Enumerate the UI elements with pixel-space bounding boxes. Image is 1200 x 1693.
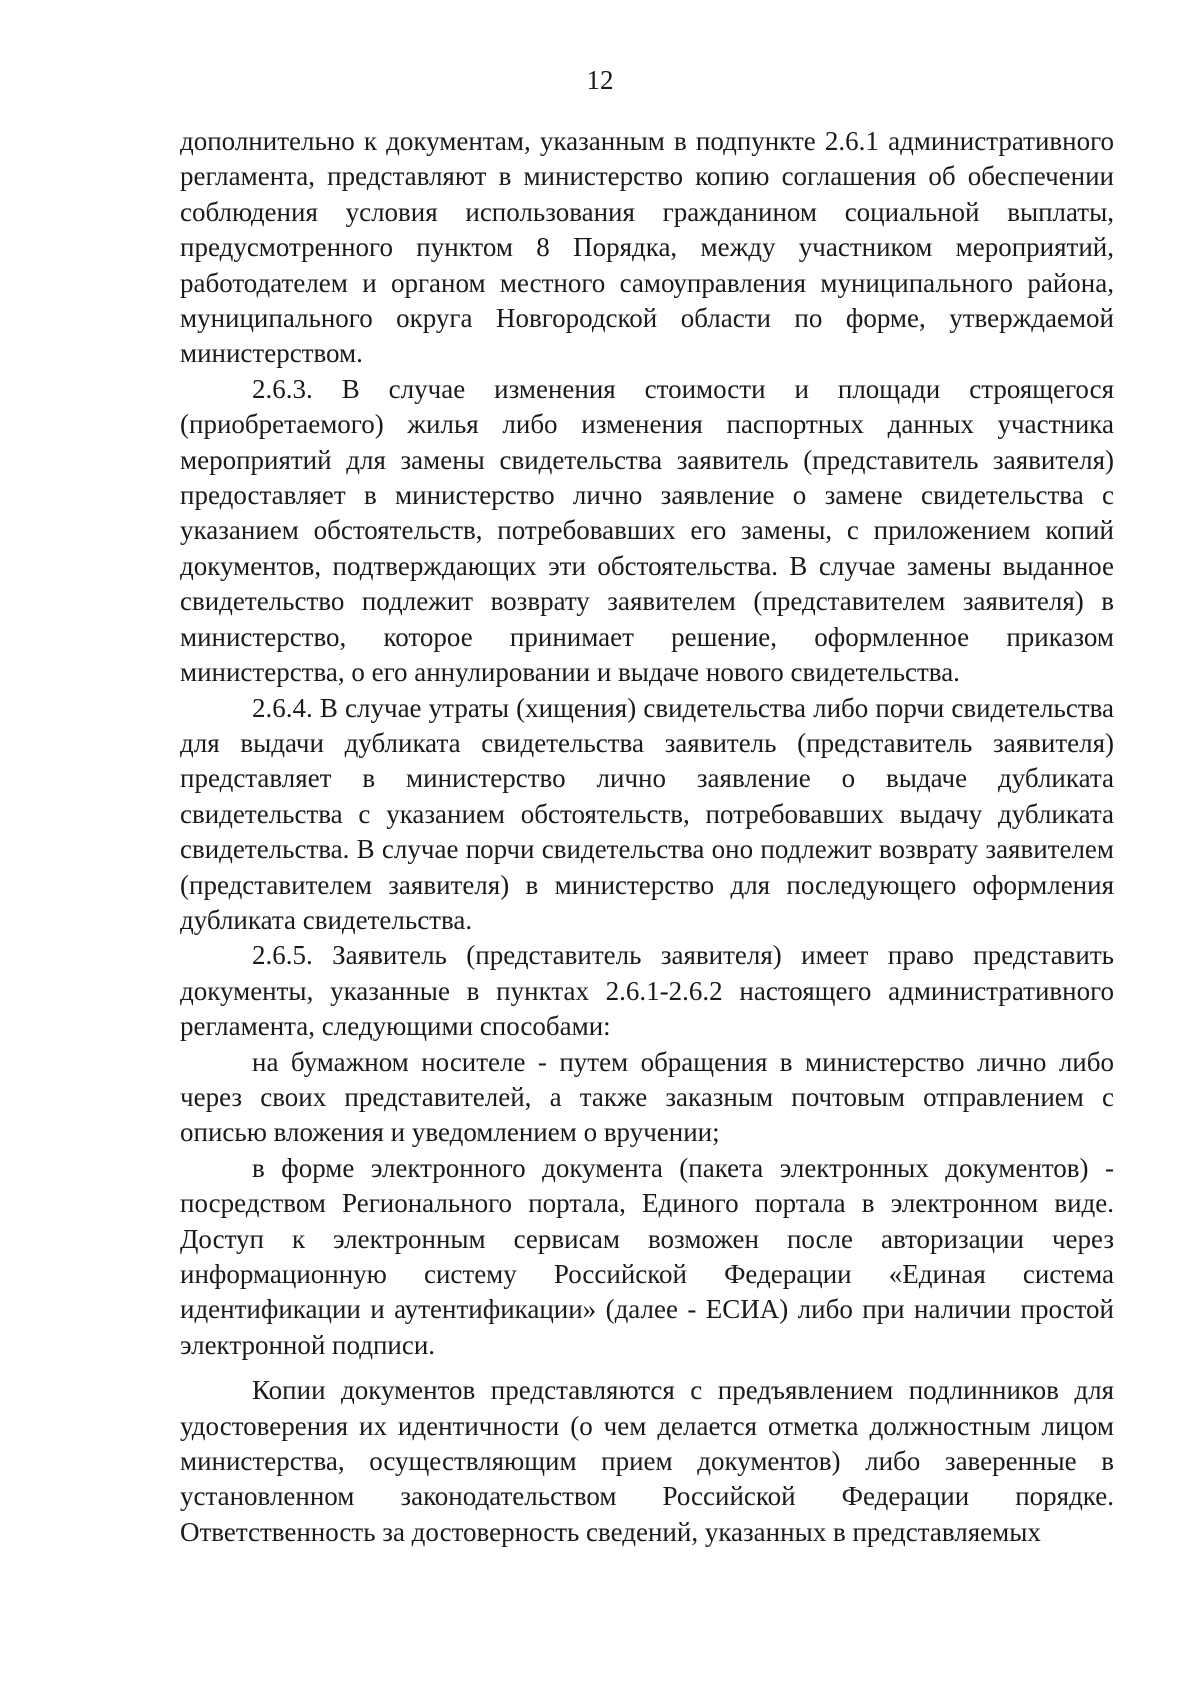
paragraph-electronic-submission: в форме электронного документа (пакета электронных документов) - посредством Регионального портала, Единого портала в электронном виде. Доступ к электронным сервисам возможен после авторизации через информационную систему Российской Федерации «Единая система идентификации и аутентификации» (далее - ЕСИА) либо при наличии простой электронной подписи. bbox=[180, 1152, 1114, 1360]
paragraph-document-copies: Копии документов представляются с предъявлением подлинников для удостоверения их идентичности (о чем делается отметка должностным лицом министерства, осуществляющим прием документов) либо заверенные в установленном законодательством Российской Федерации порядке. Ответственность за достоверность сведений, указанных в представляемых bbox=[180, 1375, 1114, 1547]
paragraph-2-6-5: 2.6.5. Заявитель (представитель заявителя) имеет право представить документы, указанные в пунктах 2.6.1-2.6.2 настоящего административного регламента, следующими способами: bbox=[180, 940, 1114, 1042]
paragraph-2-6-2-continuation: дополнительно к документам, указанным в подпункте 2.6.1 административного регламента, представляют в министерство копию соглашения об обеспечении соблюдения условия использования гражданином социальной выплаты, предусмотренного пунктом 8 Порядка, между участником мероприятий, работодателем и органом местного самоуправления муниципального района, муниципального округа Новгородской области по форме, утверждаемой министерством. bbox=[180, 126, 1114, 369]
page-number: 12 bbox=[586, 65, 614, 95]
document-body bbox=[180, 124, 1114, 1550]
paragraph-2-6-4: 2.6.4. В случае утраты (хищения) свидетельства либо порчи свидетельства для выдачи дубликата свидетельства заявитель (представитель заявителя) представляет в министерство лично заявление о выдаче дубликата свидетельства с указанием обстоятельств, потребовавших выдачу дубликата свидетельства. В случае порчи свидетельства оно подлежит возврату заявителем (представителем заявителя) в министерство для последующего оформления дубликата свидетельства. bbox=[180, 692, 1114, 935]
paragraph-paper-submission: на бумажном носителе - путем обращения в министерство лично либо через своих представителей, а также заказным почтовым отправлением с описью вложения и уведомлением о вручении; bbox=[180, 1046, 1114, 1148]
paragraph-2-6-3: 2.6.3. В случае изменения стоимости и площади строящегося (приобретаемого) жилья либо изменения паспортных данных участника мероприятий для замены свидетельства заявитель (представитель заявителя) предоставляет в министерство лично заявление о замене свидетельства с указанием обстоятельств, потребовавших его замены, с приложением копий документов, подтверждающих эти обстоятельства. В случае замены выданное свидетельство подлежит возврату заявителем (представителем заявителя) в министерство, которое принимает решение, оформленное приказом министерства, о его аннулировании и выдаче нового свидетельства. bbox=[180, 373, 1114, 688]
